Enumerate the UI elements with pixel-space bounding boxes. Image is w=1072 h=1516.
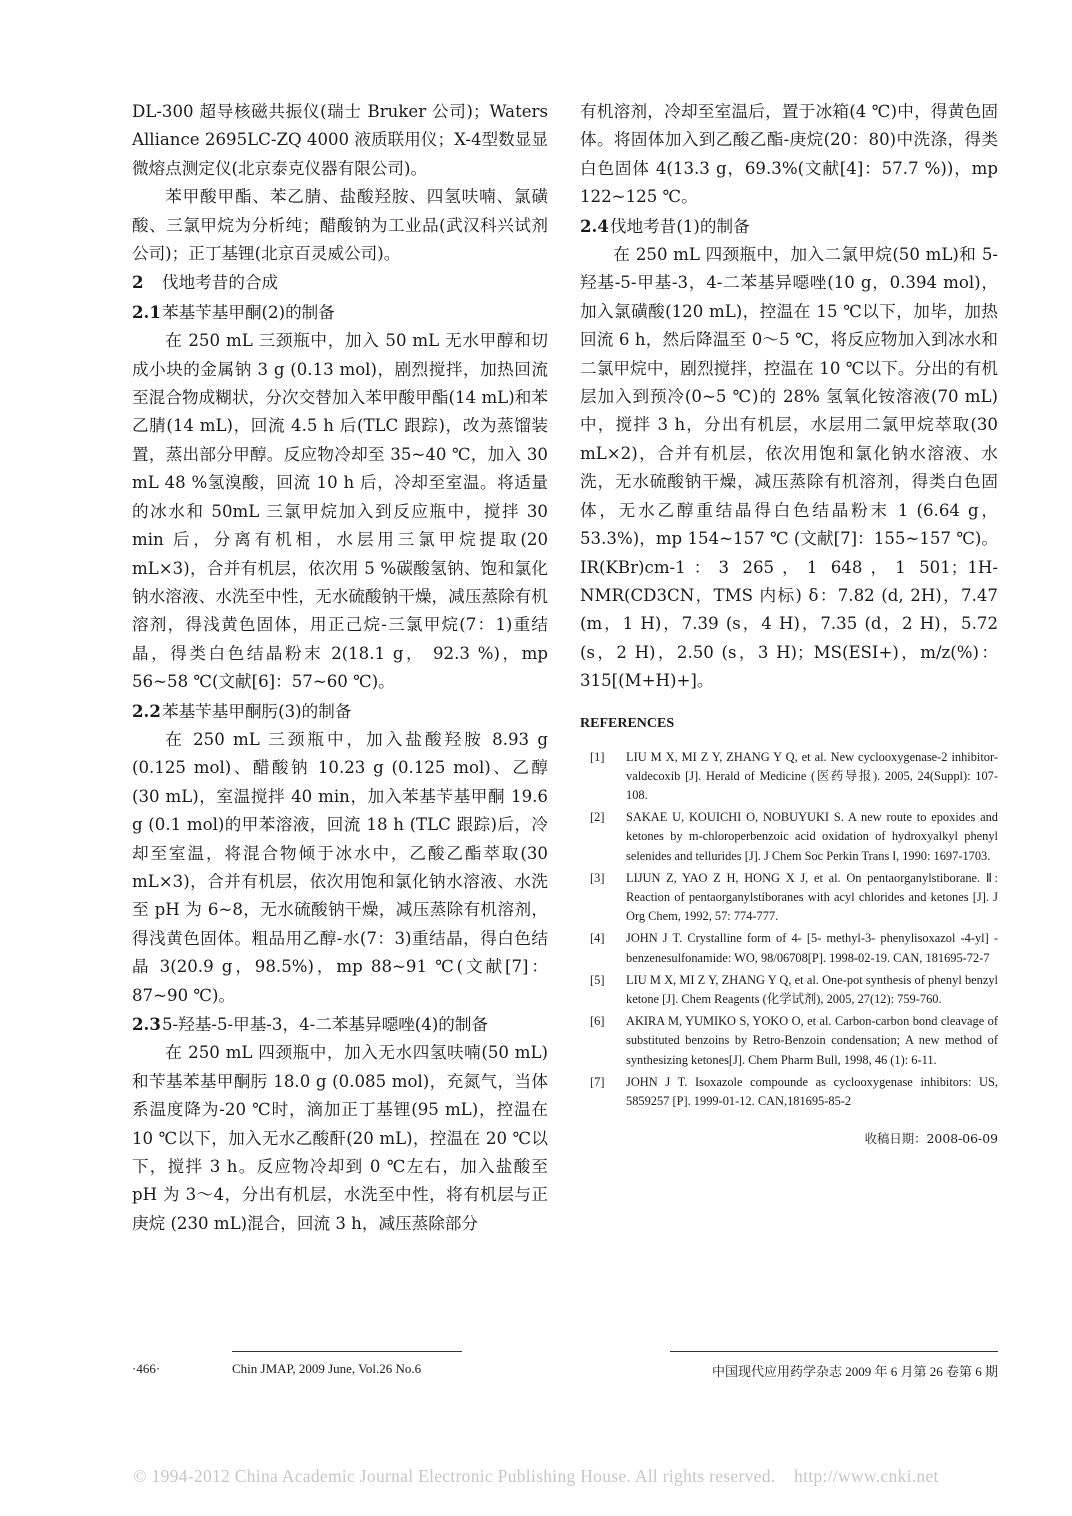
received-date: 收稿日期：2008-06-09: [864, 1131, 998, 1147]
body-paragraph: 苯甲酸甲酯、苯乙腈、盐酸羟胺、四氢呋喃、氯磺酸、三氯甲烷为分析纯；醋酸钠为工业品(武汉科兴试剂公司)；正丁基锂(北京百灵威公司)。: [132, 187, 548, 264]
reference-text: SAKAE U, KOUICHI O, NOBUYUKI S. A new route to epoxides and ketones by m-chloroperbenzoic acid oxidation of hydroxyalkyl phenyl selenides and tellurides [J]. J Chem Soc Perkin Trans Ⅰ, 1990: 1697-1703.: [626, 810, 998, 863]
body-paragraph: 在 250 mL 三颈瓶中，加入 50 mL 无水甲醇和切成小块的金属钠 3 g (0.13 mol)，剧烈搅拌，加热回流至混合物成糊状，分次交替加入苯甲酸甲酯(14 mL)和苯乙腈(14 mL)，回流 4.5 h 后(TLC 跟踪)，改为蒸馏装置，蒸出部分甲醇。反应物冷却至 35~40 ℃，加入 30 mL 48 %氢溴酸，回流 10 h 后，冷却至室温。将适量的冰水和 50mL 三氯甲烷加入到反应瓶中，搅拌 30 min 后，分离有机相，水层用三氯甲烷提取(20 mL×3)，合并有机层，依次用 5 %碳酸氢钠、饱和氯化钠水溶液、水洗至中性，无水硫酸钠干燥，减压蒸除有机溶剂，得浅黄色固体，用正己烷-三氯甲烷(7：1)重结晶，得类白色结晶粉末 2(18.1 g， 92.3 %)，mp 56~58 ℃(文献[6]：57~60 ℃)。: [132, 331, 548, 692]
reference-number: [1]: [590, 749, 605, 764]
journal-name-cn: 中国现代应用药学杂志 2009 年 6 月第 26 卷第 6 期: [711, 1364, 998, 1379]
reference-text: JOHN J T. Isoxazole compounde as cyclooxygenase inhibitors: US, 5859257 [P]. 1999-01-12. CAN,181695-85-2: [626, 1074, 998, 1108]
reference-text: AKIRA M, YUMIKO S, YOKO O, et al. Carbon-carbon bond cleavage of substituted benzoins by Retro-Benzoin condensation; A new method of synthesizing ketones[J]. Chem Pharm Bull, 1998, 46 (1): 6-11.: [626, 1014, 998, 1067]
reference-number: [6]: [590, 1014, 605, 1029]
copyright-notice: © 1994-2012 China Academic Journal Electronic Publishing House. All rights reserved. http://www.cnki.net: [133, 1466, 939, 1486]
section-heading: [132, 697, 548, 726]
reference-text: LIU M X, MI Z Y, ZHANG Y Q, et al. One-pot synthesis of phenyl benzyl ketone [J]. Chem Reagents (化学试剂), 2005, 27(12): 759-760.: [626, 972, 998, 1006]
reference-number: [2]: [590, 810, 605, 825]
section-title: 伐地考昔的合成: [162, 273, 279, 293]
reference-list: [580, 748, 998, 1112]
section-number: 2.1: [132, 301, 161, 322]
left-column: [132, 98, 548, 1238]
section-number: 2.3: [132, 1014, 161, 1034]
reference-number: [5]: [590, 972, 605, 987]
section-heading: [132, 1010, 548, 1039]
section-title: 苯基苄基甲酮肟(3)的制备: [162, 701, 352, 721]
reference-number: [7]: [590, 1074, 605, 1089]
section-number: 2: [132, 272, 144, 293]
footer-rule-left: [232, 1351, 462, 1352]
reference-item: [580, 1073, 998, 1111]
journal-name-en: Chin JMAP, 2009 June, Vol.26 No.6: [232, 1361, 422, 1376]
reference-item: [580, 869, 998, 927]
reference-item: [580, 808, 998, 866]
reference-item: [580, 748, 998, 806]
reference-text: LIJUN Z, YAO Z H, HONG X J, et al. On pentaorganylstiborane. Ⅱ: Reaction of pentaorganylstiboranes with acyl chlorides and ketones [J]. J Org Chem, 1992, 57: 774-777.: [626, 870, 998, 924]
body-paragraph: 在 250 mL 四颈瓶中，加入二氯甲烷(50 mL)和 5-羟基-5-甲基-3，4-二苯基异噁唑(10 g，0.394 mol)，加入氯磺酸(120 mL)，控温在 15 ℃以下，加毕，加热回流 6 h，然后降温至 0～5 ℃，将反应物加入到冰水和二氯甲烷中，剧烈搅拌，控温在 10 ℃以下。分出的有机层加入到预冷(0~5 ℃)的 28% 氢氧化铵溶液(70 mL)中，搅拌 3 h，分出有机层，水层用二氯甲烷萃取(30 mL×2)，合并有机层，依次用饱和氯化钠水溶液、水洗，无水硫酸钠干燥，减压蒸除有机溶剂，得类白色固体，无水乙醇重结晶得白色结晶粉末 1 (6.64 g，53.3%)，mp 154~157 ℃ (文献[7]：155~157 ℃)。IR(KBr)cm-1：3 265，1 648，1 501；1H-NMR(CD3CN，TMS 内标) δ：7.82 (d, 2H)，7.47 (m，1 H)，7.39 (s，4 H)，7.35 (d，2 H)，5.72 (s，2 H)，2.50 (s，3 H)；MS(ESI+)，m/z(%)：315[(M+H)+]。: [580, 245, 998, 691]
reference-number: [3]: [590, 870, 605, 885]
references-heading: REFERENCES: [580, 715, 675, 731]
section-heading: [132, 268, 548, 297]
reference-number: [4]: [590, 931, 605, 946]
reference-text: LIU M X, MI Z Y, ZHANG Y Q, et al. New cyclooxygenase-2 inhibitor-valdecoxib [J]. Herald of Medicine (医药导报). 2005, 24(Suppl): 107-108.: [626, 749, 998, 802]
section-title: 苯基苄基甲酮(2)的制备: [162, 302, 335, 322]
reference-item: [580, 929, 998, 967]
right-column-body: [580, 98, 998, 696]
reference-item: [580, 971, 998, 1009]
reference-item: [580, 1012, 998, 1070]
body-paragraph: 在 250 mL 三颈瓶中，加入盐酸羟胺 8.93 g (0.125 mol)、醋酸钠 10.23 g (0.125 mol)、乙醇 (30 mL)，室温搅拌 40 min，加入苯基苄基甲酮 19.6 g (0.1 mol)的甲苯溶液，回流 18 h (TLC 跟踪)后，冷却至室温，将混合物倾于冰水中，乙酸乙酯萃取(30 mL×3)，合并有机层，依次用饱和氯化钠水溶液、水洗至 pH 为 6~8，无水硫酸钠干燥，减压蒸除有机溶剂，得浅黄色固体。粗品用乙醇-水(7：3)重结晶，得白色结晶 3(20.9 g，98.5%)，mp 88~91 ℃(文献[7]：87~90 ℃)。: [132, 729, 548, 1005]
section-number: 2.2: [132, 700, 161, 721]
section-heading: [132, 298, 548, 327]
section-title: 5-羟基-5-甲基-3，4-二苯基异噁唑(4)的制备: [162, 1015, 489, 1034]
section-heading: [580, 212, 998, 241]
body-paragraph: 有机溶剂，冷却至室温后，置于冰箱(4 ℃)中，得黄色固体。将固体加入到乙酸乙酯-庚烷(20：80)中洗涤，得类白色固体 4(13.3 g，69.3%(文献[4]：57.7 %))，mp 122~125 ℃。: [580, 102, 998, 207]
section-number: 2.4: [580, 215, 609, 236]
body-paragraph: DL-300 超导核磁共振仪(瑞士 Bruker 公司)；Waters Alliance 2695LC-ZQ 4000 液质联用仪；X-4型数显显微熔点测定仪(北京泰克仪器有限公司)。: [132, 102, 548, 178]
right-column: [580, 98, 998, 1147]
body-paragraph: 在 250 mL 四颈瓶中，加入无水四氢呋喃(50 mL)和苄基苯基甲酮肟 18.0 g (0.085 mol)，充氮气，当体系温度降为-20 ℃时，滴加正丁基锂(95 mL)，控温在 10 ℃以下，加入无水乙酸酐(20 mL)，控温在 20 ℃以下，搅拌 3 h。反应物冷却到 0 ℃左右，加入盐酸至 pH 为 3～4，分出有机层，水洗至中性，将有机层与正庚烷 (230 mL)混合，回流 3 h，减压蒸除部分: [132, 1043, 548, 1233]
page-number: ·466·: [132, 1361, 161, 1376]
section-title: 伐地考昔(1)的制备: [610, 216, 750, 236]
footer-rule-right: [670, 1351, 998, 1352]
reference-text: JOHN J T. Crystalline form of 4- [5- methyl-3- phenylisoxazol -4-yl] -benzenesulfonamide: WO, 98/06708[P]. 1998-02-19. CAN, 181695-72-7: [626, 931, 998, 965]
